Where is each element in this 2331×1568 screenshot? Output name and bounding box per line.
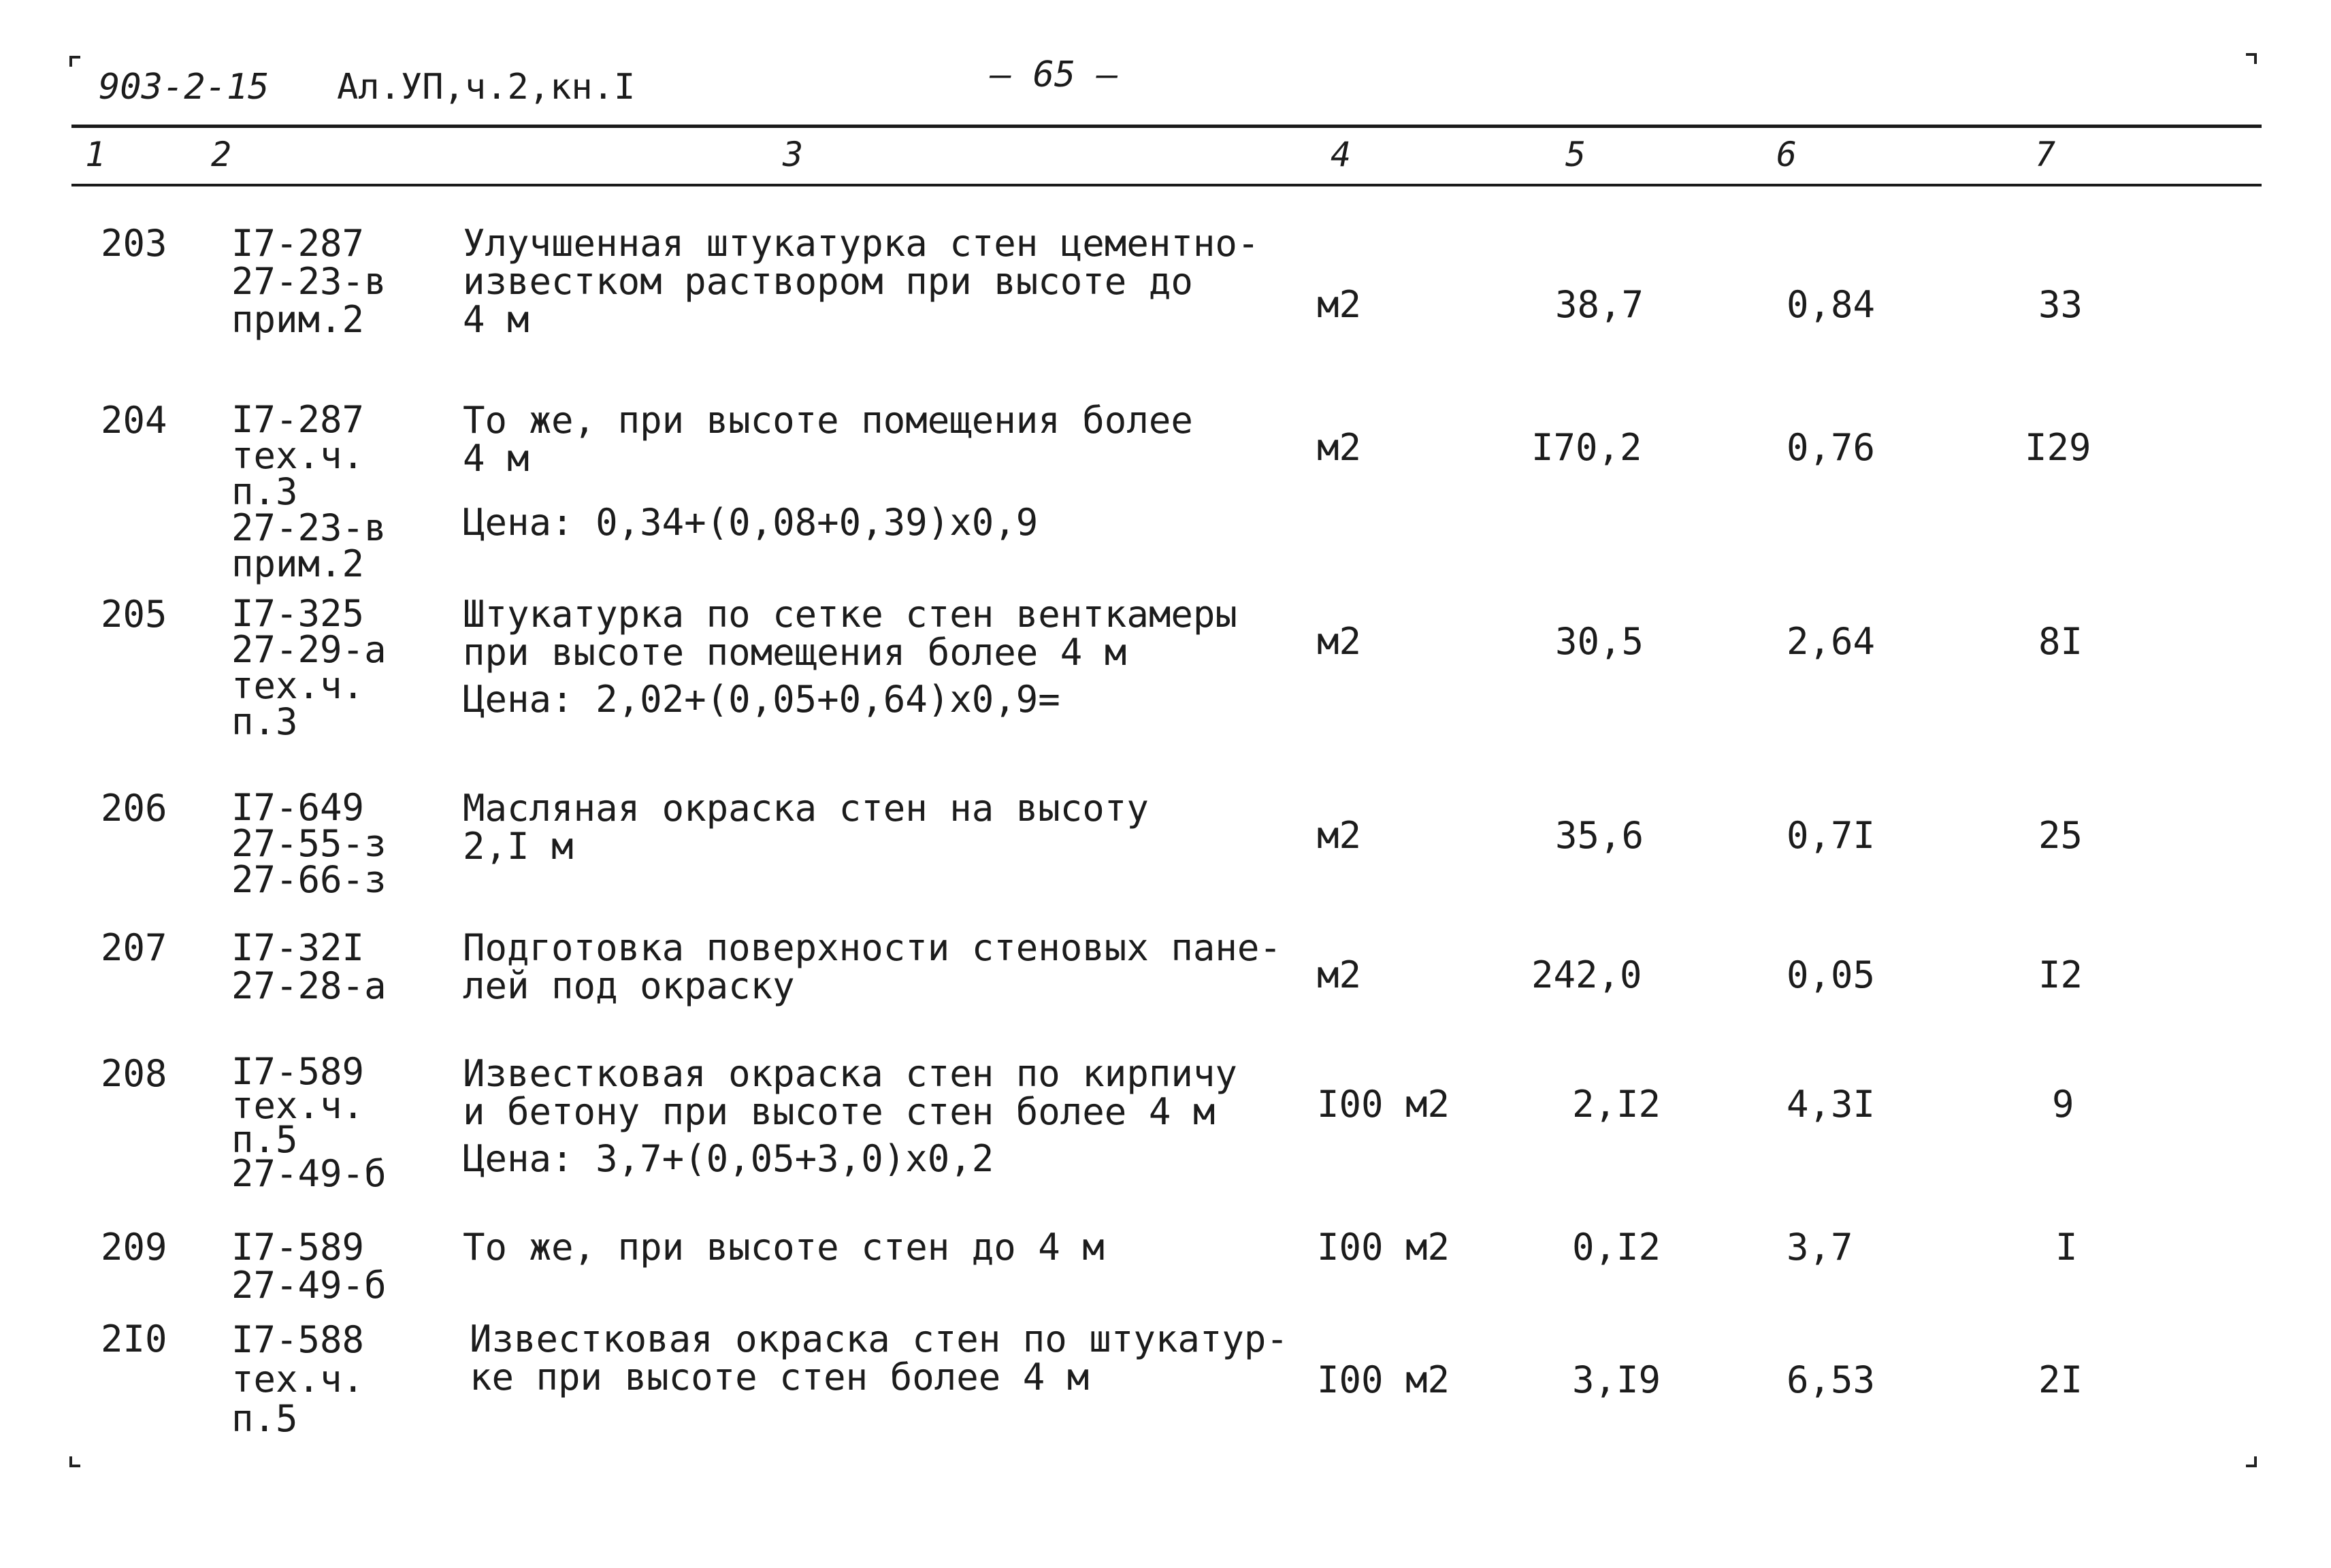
row-description: Известковая окраска стен по штукатур- ке при высоте стен более 4 м [470, 1318, 1288, 1399]
corner-mark-top-right [2246, 53, 2257, 64]
row-quantity: I70,2 [1531, 426, 1642, 469]
row-description: Улучшенная штукатурка стен цементно- известком раствором при высоте до 4 м [463, 222, 1260, 341]
row-unit: м2 [1317, 283, 1362, 326]
row-codes: I7-287 27-23-в прим.2 [231, 222, 387, 341]
header-rule-top [71, 125, 2262, 128]
row-rate: 0,7I [1787, 814, 1876, 857]
row-total: I2 [2038, 953, 2083, 996]
column-number-4: 4 [1331, 135, 1352, 174]
corner-mark-bottom-left [69, 1456, 80, 1467]
row-total: 9 [2052, 1083, 2074, 1126]
row-rate: 0,76 [1787, 426, 1876, 469]
row-rate: 0,84 [1787, 283, 1876, 326]
album-reference: Ал.УП,ч.2,кн.I [337, 67, 636, 108]
row-rate: 2,64 [1787, 620, 1876, 663]
column-number-1: 1 [85, 135, 106, 174]
header-rule-bottom [71, 184, 2262, 186]
row-description: Штукатурка по сетке стен венткамеры при высоте помещения более 4 м [463, 593, 1237, 674]
row-number: 206 [101, 787, 167, 830]
row-codes: I7-589 тех.ч. п.5 27-49-б [231, 1050, 387, 1195]
row-quantity: 0,I2 [1572, 1226, 1661, 1269]
row-quantity: 2,I2 [1572, 1083, 1661, 1126]
corner-mark-top-left [69, 56, 80, 67]
page-number: — 65 — [990, 54, 1118, 95]
row-rate: 3,7 [1787, 1226, 1853, 1269]
row-number: 207 [101, 926, 167, 969]
row-number: 2I0 [101, 1318, 167, 1360]
row-unit: м2 [1317, 620, 1362, 663]
row-number: 205 [101, 593, 167, 636]
document-code: 903-2-15 [99, 67, 270, 108]
corner-mark-bottom-right [2246, 1456, 2257, 1467]
row-codes: I7-325 27-29-а тех.ч. п.3 [231, 592, 387, 743]
row-description: Масляная окраска стен на высоту 2,I м [463, 787, 1149, 868]
row-price-note: Цена: 0,34+(0,08+0,39)x0,9 [463, 501, 1039, 544]
column-number-3: 3 [783, 135, 804, 174]
row-number: 203 [101, 222, 167, 265]
row-total: 33 [2038, 283, 2083, 326]
row-total: 8I [2038, 620, 2083, 663]
row-description: Подготовка поверхности стеновых пане- лей под окраску [463, 926, 1282, 1007]
row-rate: 4,3I [1787, 1083, 1876, 1126]
row-codes: I7-589 27-49-б [231, 1226, 387, 1307]
row-quantity: 38,7 [1555, 283, 1644, 326]
row-codes: I7-287 тех.ч. п.3 27-23-в прим.2 [231, 398, 387, 585]
column-number-2: 2 [211, 135, 232, 174]
row-total: 25 [2038, 814, 2083, 857]
row-quantity: 242,0 [1531, 953, 1642, 996]
row-quantity: 35,6 [1555, 814, 1644, 857]
row-number: 204 [101, 399, 167, 442]
row-rate: 6,53 [1787, 1358, 1876, 1401]
row-total: I [2055, 1226, 2078, 1269]
row-price-note: Цена: 2,02+(0,05+0,64)x0,9= [463, 678, 1060, 721]
row-quantity: 30,5 [1555, 620, 1644, 663]
row-description: Известковая окраска стен по кирпичу и бетону при высоте стен более 4 м [463, 1052, 1237, 1133]
row-quantity: 3,I9 [1572, 1358, 1661, 1401]
row-description: То же, при высоте стен до 4 м [463, 1226, 1105, 1269]
row-description: То же, при высоте помещения более 4 м [463, 399, 1193, 480]
row-unit: м2 [1317, 953, 1362, 996]
row-codes: I7-649 27-55-з 27-66-з [231, 786, 387, 901]
column-number-6: 6 [1776, 135, 1797, 174]
row-unit: м2 [1317, 426, 1362, 469]
row-unit: I00 м2 [1317, 1083, 1450, 1126]
row-unit: I00 м2 [1317, 1358, 1450, 1401]
column-number-7: 7 [2035, 135, 2056, 174]
row-codes: I7-32I 27-28-а [231, 926, 387, 1007]
row-rate: 0,05 [1787, 953, 1876, 996]
row-total: 2I [2038, 1358, 2083, 1401]
row-codes: I7-588 тех.ч. п.5 [231, 1318, 365, 1440]
row-unit: I00 м2 [1317, 1226, 1450, 1269]
row-total: I29 [2025, 426, 2091, 469]
column-number-5: 5 [1565, 135, 1586, 174]
row-price-note: Цена: 3,7+(0,05+3,0)x0,2 [463, 1137, 994, 1180]
row-unit: м2 [1317, 814, 1362, 857]
row-number: 209 [101, 1226, 167, 1269]
row-number: 208 [101, 1052, 167, 1095]
